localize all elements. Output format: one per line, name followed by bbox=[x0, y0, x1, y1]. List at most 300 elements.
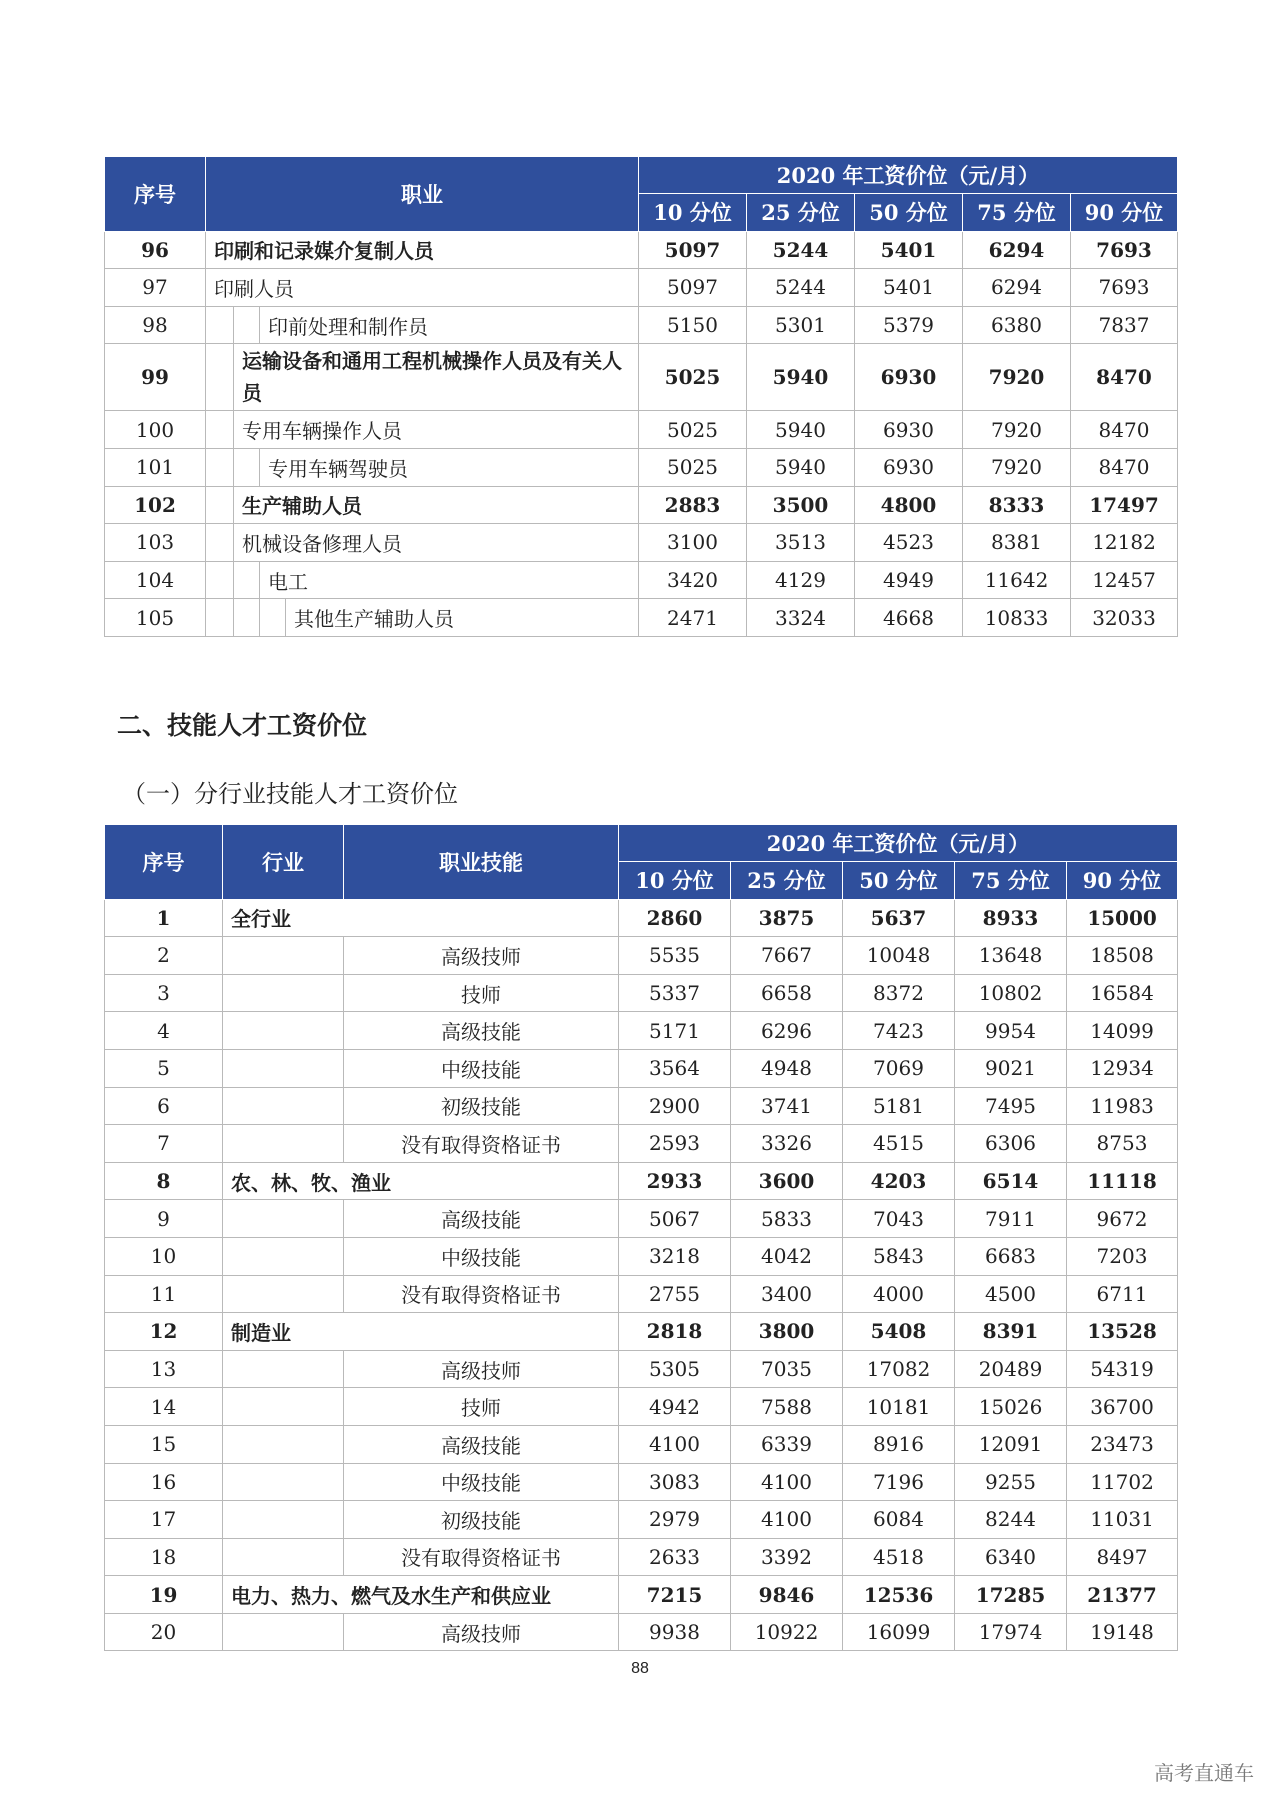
row-seq: 20 bbox=[105, 1613, 223, 1651]
occupation-name: 印刷人员 bbox=[214, 276, 294, 301]
wage-value: 15026 bbox=[955, 1388, 1067, 1426]
wage-value: 5097 bbox=[639, 231, 747, 269]
wage-value: 5067 bbox=[619, 1200, 731, 1238]
row-industry bbox=[223, 1275, 344, 1313]
wage-value: 7837 bbox=[1071, 306, 1178, 344]
occupation-name: 机械设备修理人员 bbox=[242, 531, 402, 556]
table-row bbox=[105, 937, 1178, 975]
wage-value: 7911 bbox=[955, 1200, 1067, 1238]
wage-value: 8753 bbox=[1067, 1125, 1178, 1163]
row-occupation bbox=[206, 561, 639, 599]
wage-value: 6514 bbox=[955, 1162, 1067, 1200]
occupation-indent-wrapper bbox=[206, 599, 638, 636]
row-industry bbox=[223, 1463, 344, 1501]
wage-value: 17974 bbox=[955, 1613, 1067, 1651]
row-industry bbox=[223, 937, 344, 975]
header-seq: 序号 bbox=[105, 157, 206, 232]
row-seq: 11 bbox=[105, 1275, 223, 1313]
wage-value: 7693 bbox=[1071, 231, 1178, 269]
wage-value: 3326 bbox=[731, 1125, 843, 1163]
industry-skill-wage-table bbox=[104, 824, 1178, 1651]
wage-value: 6294 bbox=[963, 269, 1071, 307]
row-industry bbox=[223, 1012, 344, 1050]
table-row bbox=[105, 599, 1178, 637]
row-skill: 高级技师 bbox=[344, 1350, 619, 1388]
row-occupation bbox=[206, 344, 639, 411]
row-skill: 技师 bbox=[344, 1388, 619, 1426]
indent-guide bbox=[206, 487, 234, 524]
row-industry bbox=[223, 1501, 344, 1539]
wage-value: 2818 bbox=[619, 1313, 731, 1351]
row-seq: 15 bbox=[105, 1425, 223, 1463]
row-seq: 12 bbox=[105, 1313, 223, 1351]
occupation-indent-wrapper bbox=[206, 411, 638, 448]
wage-value: 21377 bbox=[1067, 1576, 1178, 1614]
wage-value: 5305 bbox=[619, 1350, 731, 1388]
table-row bbox=[105, 1538, 1178, 1576]
header-p50: 50 分位 bbox=[855, 194, 963, 232]
table-row bbox=[105, 269, 1178, 307]
header-wage-group: 2020 年工资价位（元/月） bbox=[619, 825, 1178, 862]
wage-value: 3564 bbox=[619, 1049, 731, 1087]
wage-value: 8497 bbox=[1067, 1538, 1178, 1576]
row-seq: 1 bbox=[105, 899, 223, 937]
occupation-name: 专用车辆驾驶员 bbox=[268, 456, 408, 481]
wage-value: 10181 bbox=[843, 1388, 955, 1426]
wage-value: 3392 bbox=[731, 1538, 843, 1576]
header-p25: 25 分位 bbox=[747, 194, 855, 232]
wage-value: 4100 bbox=[731, 1501, 843, 1539]
row-skill: 初级技能 bbox=[344, 1087, 619, 1125]
wage-value: 3324 bbox=[747, 599, 855, 637]
row-skill: 中级技能 bbox=[344, 1463, 619, 1501]
indent-guide bbox=[234, 307, 260, 344]
wage-value: 4949 bbox=[855, 561, 963, 599]
wage-value: 8470 bbox=[1071, 448, 1178, 486]
row-seq: 97 bbox=[105, 269, 206, 307]
wage-value: 5379 bbox=[855, 306, 963, 344]
wage-value: 8470 bbox=[1071, 411, 1178, 449]
row-occupation bbox=[206, 269, 639, 307]
wage-value: 6340 bbox=[955, 1538, 1067, 1576]
wage-value: 7920 bbox=[963, 411, 1071, 449]
wage-value: 5535 bbox=[619, 937, 731, 975]
table-row bbox=[105, 1049, 1178, 1087]
occupation-wage-table bbox=[104, 156, 1178, 637]
wage-value: 6683 bbox=[955, 1237, 1067, 1275]
indent-guide bbox=[260, 599, 286, 636]
occupation-indent-wrapper bbox=[206, 232, 638, 269]
row-seq: 3 bbox=[105, 974, 223, 1012]
occupation-name: 专用车辆操作人员 bbox=[242, 419, 402, 444]
wage-value: 20489 bbox=[955, 1350, 1067, 1388]
wage-value: 6930 bbox=[855, 344, 963, 411]
wage-value: 11642 bbox=[963, 561, 1071, 599]
table-row bbox=[105, 344, 1178, 411]
indent-guide bbox=[206, 344, 234, 410]
table-row bbox=[105, 561, 1178, 599]
indent-guide bbox=[206, 599, 234, 636]
wage-value: 5408 bbox=[843, 1313, 955, 1351]
header-wage-group: 2020 年工资价位（元/月） bbox=[639, 157, 1178, 194]
row-occupation bbox=[206, 448, 639, 486]
wage-value: 5244 bbox=[747, 269, 855, 307]
row-seq: 9 bbox=[105, 1200, 223, 1238]
row-skill: 技师 bbox=[344, 974, 619, 1012]
wage-value: 4523 bbox=[855, 524, 963, 562]
wage-value: 5843 bbox=[843, 1237, 955, 1275]
row-seq: 96 bbox=[105, 231, 206, 269]
wage-value: 10802 bbox=[955, 974, 1067, 1012]
wage-value: 13648 bbox=[955, 937, 1067, 975]
row-occupation bbox=[206, 411, 639, 449]
indent-guide bbox=[206, 411, 234, 448]
wage-value: 8381 bbox=[963, 524, 1071, 562]
wage-value: 5401 bbox=[855, 231, 963, 269]
wage-value: 15000 bbox=[1067, 899, 1178, 937]
header-occupation: 职业 bbox=[206, 157, 639, 232]
occupation-indent-wrapper bbox=[206, 307, 638, 344]
industry-table-body bbox=[105, 899, 1178, 1651]
row-industry: 制造业 bbox=[223, 1313, 619, 1351]
row-occupation bbox=[206, 486, 639, 524]
table-row bbox=[105, 1012, 1178, 1050]
wage-value: 7693 bbox=[1071, 269, 1178, 307]
wage-value: 3420 bbox=[639, 561, 747, 599]
wage-value: 7035 bbox=[731, 1350, 843, 1388]
wage-value: 4100 bbox=[731, 1463, 843, 1501]
header-p90: 90 分位 bbox=[1067, 862, 1178, 900]
wage-value: 17497 bbox=[1071, 486, 1178, 524]
wage-value: 12934 bbox=[1067, 1049, 1178, 1087]
row-occupation bbox=[206, 231, 639, 269]
occupation-name: 电工 bbox=[268, 569, 308, 594]
header-p10: 10 分位 bbox=[619, 862, 731, 900]
row-industry bbox=[223, 1237, 344, 1275]
occupation-table-body bbox=[105, 231, 1178, 636]
table-row bbox=[105, 411, 1178, 449]
row-seq: 16 bbox=[105, 1463, 223, 1501]
wage-value: 2471 bbox=[639, 599, 747, 637]
table-row bbox=[105, 1613, 1178, 1651]
row-seq: 5 bbox=[105, 1049, 223, 1087]
header-skill: 职业技能 bbox=[344, 825, 619, 900]
wage-value: 7069 bbox=[843, 1049, 955, 1087]
row-industry: 电力、热力、燃气及水生产和供应业 bbox=[223, 1576, 619, 1614]
table-row bbox=[105, 1388, 1178, 1426]
wage-value: 3513 bbox=[747, 524, 855, 562]
wage-value: 19148 bbox=[1067, 1613, 1178, 1651]
header-seq: 序号 bbox=[105, 825, 223, 900]
wage-value: 2933 bbox=[619, 1162, 731, 1200]
occupation-indent-wrapper bbox=[206, 562, 638, 599]
wage-value: 5401 bbox=[855, 269, 963, 307]
row-seq: 8 bbox=[105, 1162, 223, 1200]
wage-value: 2633 bbox=[619, 1538, 731, 1576]
wage-value: 18508 bbox=[1067, 937, 1178, 975]
row-skill: 高级技师 bbox=[344, 937, 619, 975]
wage-value: 3400 bbox=[731, 1275, 843, 1313]
table-row bbox=[105, 1200, 1178, 1238]
wage-value: 8470 bbox=[1071, 344, 1178, 411]
wage-value: 5940 bbox=[747, 448, 855, 486]
table-row bbox=[105, 974, 1178, 1012]
wage-value: 7920 bbox=[963, 448, 1071, 486]
wage-value: 4000 bbox=[843, 1275, 955, 1313]
wage-value: 5097 bbox=[639, 269, 747, 307]
wage-value: 23473 bbox=[1067, 1425, 1178, 1463]
indent-guide bbox=[206, 562, 234, 599]
header-p10: 10 分位 bbox=[639, 194, 747, 232]
wage-value: 11702 bbox=[1067, 1463, 1178, 1501]
watermark: 高考直通车 bbox=[1154, 1761, 1254, 1785]
occupation-name: 其他生产辅助人员 bbox=[294, 607, 454, 632]
wage-value: 7196 bbox=[843, 1463, 955, 1501]
row-seq: 98 bbox=[105, 306, 206, 344]
wage-value: 5244 bbox=[747, 231, 855, 269]
wage-value: 4129 bbox=[747, 561, 855, 599]
wage-value: 6306 bbox=[955, 1125, 1067, 1163]
wage-value: 2860 bbox=[619, 899, 731, 937]
page-number: 88 bbox=[631, 1660, 649, 1677]
wage-value: 6380 bbox=[963, 306, 1071, 344]
table-row bbox=[105, 1313, 1178, 1351]
wage-value: 5301 bbox=[747, 306, 855, 344]
row-industry bbox=[223, 1388, 344, 1426]
wage-value: 3600 bbox=[731, 1162, 843, 1200]
wage-value: 5940 bbox=[747, 344, 855, 411]
header-p50: 50 分位 bbox=[843, 862, 955, 900]
indent-guide bbox=[234, 599, 260, 636]
table-row bbox=[105, 306, 1178, 344]
table-row bbox=[105, 1425, 1178, 1463]
row-occupation bbox=[206, 599, 639, 637]
wage-value: 5171 bbox=[619, 1012, 731, 1050]
wage-value: 3800 bbox=[731, 1313, 843, 1351]
wage-value: 4515 bbox=[843, 1125, 955, 1163]
wage-value: 36700 bbox=[1067, 1388, 1178, 1426]
wage-value: 3500 bbox=[747, 486, 855, 524]
wage-value: 7667 bbox=[731, 937, 843, 975]
header-p25: 25 分位 bbox=[731, 862, 843, 900]
wage-value: 2755 bbox=[619, 1275, 731, 1313]
wage-value: 6084 bbox=[843, 1501, 955, 1539]
occupation-indent-wrapper bbox=[206, 344, 638, 410]
wage-value: 13528 bbox=[1067, 1313, 1178, 1351]
row-industry bbox=[223, 1613, 344, 1651]
wage-value: 6296 bbox=[731, 1012, 843, 1050]
header-industry: 行业 bbox=[223, 825, 344, 900]
table-row bbox=[105, 486, 1178, 524]
wage-value: 2593 bbox=[619, 1125, 731, 1163]
wage-value: 7588 bbox=[731, 1388, 843, 1426]
wage-value: 11983 bbox=[1067, 1087, 1178, 1125]
wage-value: 5940 bbox=[747, 411, 855, 449]
wage-value: 3741 bbox=[731, 1087, 843, 1125]
row-industry bbox=[223, 974, 344, 1012]
table-row bbox=[105, 448, 1178, 486]
table-row bbox=[105, 1350, 1178, 1388]
wage-value: 4500 bbox=[955, 1275, 1067, 1313]
row-industry bbox=[223, 1200, 344, 1238]
wage-value: 9672 bbox=[1067, 1200, 1178, 1238]
wage-value: 10048 bbox=[843, 937, 955, 975]
occupation-indent-wrapper bbox=[206, 524, 638, 561]
wage-value: 8244 bbox=[955, 1501, 1067, 1539]
table-row bbox=[105, 1463, 1178, 1501]
section-title: 二、技能人才工资价位 bbox=[117, 711, 368, 740]
wage-value: 12182 bbox=[1071, 524, 1178, 562]
row-seq: 104 bbox=[105, 561, 206, 599]
wage-value: 2883 bbox=[639, 486, 747, 524]
wage-value: 12536 bbox=[843, 1576, 955, 1614]
wage-value: 7495 bbox=[955, 1087, 1067, 1125]
row-seq: 17 bbox=[105, 1501, 223, 1539]
wage-value: 6711 bbox=[1067, 1275, 1178, 1313]
wage-value: 9954 bbox=[955, 1012, 1067, 1050]
row-seq: 14 bbox=[105, 1388, 223, 1426]
wage-value: 6930 bbox=[855, 411, 963, 449]
wage-value: 6930 bbox=[855, 448, 963, 486]
table-row bbox=[105, 1087, 1178, 1125]
wage-value: 14099 bbox=[1067, 1012, 1178, 1050]
wage-value: 8391 bbox=[955, 1313, 1067, 1351]
wage-value: 8933 bbox=[955, 899, 1067, 937]
row-skill: 高级技能 bbox=[344, 1425, 619, 1463]
wage-value: 9021 bbox=[955, 1049, 1067, 1087]
row-industry bbox=[223, 1425, 344, 1463]
wage-value: 9255 bbox=[955, 1463, 1067, 1501]
row-skill: 中级技能 bbox=[344, 1049, 619, 1087]
wage-value: 12457 bbox=[1071, 561, 1178, 599]
wage-value: 5025 bbox=[639, 448, 747, 486]
wage-value: 4042 bbox=[731, 1237, 843, 1275]
wage-value: 17285 bbox=[955, 1576, 1067, 1614]
wage-value: 7215 bbox=[619, 1576, 731, 1614]
wage-value: 7423 bbox=[843, 1012, 955, 1050]
subsection-title: （一）分行业技能人才工资价位 bbox=[122, 780, 458, 808]
occupation-indent-wrapper bbox=[206, 487, 638, 524]
table-row bbox=[105, 231, 1178, 269]
wage-value: 3083 bbox=[619, 1463, 731, 1501]
row-seq: 10 bbox=[105, 1237, 223, 1275]
wage-value: 7203 bbox=[1067, 1237, 1178, 1275]
row-seq: 2 bbox=[105, 937, 223, 975]
row-industry bbox=[223, 1125, 344, 1163]
wage-value: 5833 bbox=[731, 1200, 843, 1238]
table-row bbox=[105, 1576, 1178, 1614]
wage-value: 8333 bbox=[963, 486, 1071, 524]
wage-value: 3218 bbox=[619, 1237, 731, 1275]
table-row bbox=[105, 899, 1178, 937]
wage-value: 11031 bbox=[1067, 1501, 1178, 1539]
row-seq: 102 bbox=[105, 486, 206, 524]
wage-value: 17082 bbox=[843, 1350, 955, 1388]
occupation-name: 印前处理和制作员 bbox=[268, 314, 428, 339]
table-row bbox=[105, 524, 1178, 562]
wage-value: 9938 bbox=[619, 1613, 731, 1651]
wage-value: 16099 bbox=[843, 1613, 955, 1651]
row-skill: 没有取得资格证书 bbox=[344, 1538, 619, 1576]
table-row bbox=[105, 1237, 1178, 1275]
row-skill: 没有取得资格证书 bbox=[344, 1125, 619, 1163]
table-row bbox=[105, 1162, 1178, 1200]
header-p90: 90 分位 bbox=[1071, 194, 1178, 232]
indent-guide bbox=[206, 524, 234, 561]
wage-value: 11118 bbox=[1067, 1162, 1178, 1200]
occupation-name: 生产辅助人员 bbox=[242, 494, 362, 519]
indent-guide bbox=[206, 307, 234, 344]
wage-value: 10833 bbox=[963, 599, 1071, 637]
row-skill: 高级技能 bbox=[344, 1012, 619, 1050]
occupation-indent-wrapper bbox=[206, 269, 638, 306]
row-industry bbox=[223, 1049, 344, 1087]
wage-value: 5637 bbox=[843, 899, 955, 937]
wage-value: 6294 bbox=[963, 231, 1071, 269]
wage-value: 5337 bbox=[619, 974, 731, 1012]
wage-value: 12091 bbox=[955, 1425, 1067, 1463]
table-row bbox=[105, 1501, 1178, 1539]
indent-guide bbox=[234, 562, 260, 599]
row-industry bbox=[223, 1087, 344, 1125]
wage-value: 5025 bbox=[639, 344, 747, 411]
wage-value: 2900 bbox=[619, 1087, 731, 1125]
row-seq: 100 bbox=[105, 411, 206, 449]
wage-value: 4800 bbox=[855, 486, 963, 524]
wage-value: 6339 bbox=[731, 1425, 843, 1463]
indent-guide bbox=[234, 449, 260, 486]
wage-value: 5150 bbox=[639, 306, 747, 344]
occupation-name: 印刷和记录媒介复制人员 bbox=[214, 239, 434, 264]
table-row bbox=[105, 1275, 1178, 1313]
row-seq: 13 bbox=[105, 1350, 223, 1388]
wage-value: 10922 bbox=[731, 1613, 843, 1651]
wage-value: 5025 bbox=[639, 411, 747, 449]
wage-value: 4203 bbox=[843, 1162, 955, 1200]
indent-guide bbox=[206, 449, 234, 486]
header-p75: 75 分位 bbox=[963, 194, 1071, 232]
wage-value: 3875 bbox=[731, 899, 843, 937]
wage-value: 4948 bbox=[731, 1049, 843, 1087]
row-seq: 18 bbox=[105, 1538, 223, 1576]
row-industry: 全行业 bbox=[223, 899, 619, 937]
row-industry bbox=[223, 1538, 344, 1576]
row-seq: 4 bbox=[105, 1012, 223, 1050]
wage-value: 6658 bbox=[731, 974, 843, 1012]
wage-value: 54319 bbox=[1067, 1350, 1178, 1388]
row-seq: 6 bbox=[105, 1087, 223, 1125]
wage-value: 16584 bbox=[1067, 974, 1178, 1012]
row-occupation bbox=[206, 306, 639, 344]
wage-value: 3100 bbox=[639, 524, 747, 562]
row-seq: 105 bbox=[105, 599, 206, 637]
table-row bbox=[105, 1125, 1178, 1163]
wage-value: 8916 bbox=[843, 1425, 955, 1463]
row-skill: 中级技能 bbox=[344, 1237, 619, 1275]
wage-value: 4942 bbox=[619, 1388, 731, 1426]
row-seq: 101 bbox=[105, 448, 206, 486]
row-seq: 19 bbox=[105, 1576, 223, 1614]
row-skill: 初级技能 bbox=[344, 1501, 619, 1539]
wage-value: 4518 bbox=[843, 1538, 955, 1576]
wage-value: 2979 bbox=[619, 1501, 731, 1539]
wage-value: 7043 bbox=[843, 1200, 955, 1238]
wage-value: 4100 bbox=[619, 1425, 731, 1463]
row-skill: 高级技能 bbox=[344, 1200, 619, 1238]
occupation-indent-wrapper bbox=[206, 449, 638, 486]
wage-value: 32033 bbox=[1071, 599, 1178, 637]
row-seq: 7 bbox=[105, 1125, 223, 1163]
